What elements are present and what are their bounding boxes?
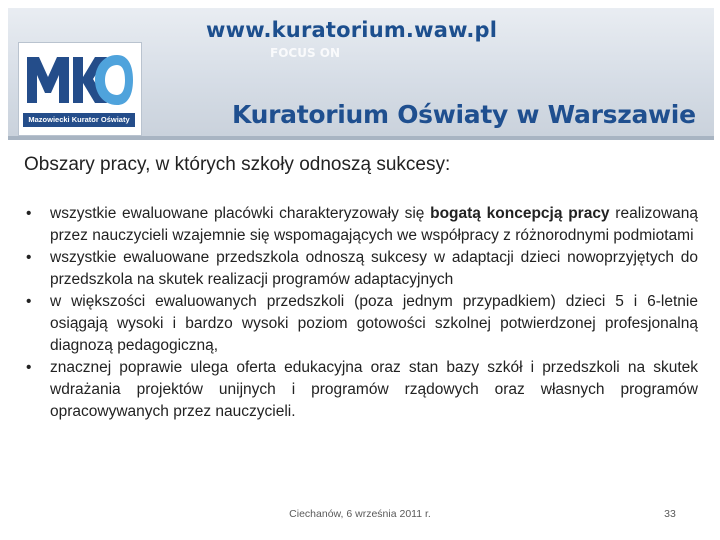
bullet-icon: • xyxy=(26,293,32,310)
list-item xyxy=(26,357,698,423)
banner-divider xyxy=(8,136,714,140)
footer-location-date: Ciechanów, 6 września 2011 r. xyxy=(289,508,431,520)
bullet-text: w większości ewaluowanych przedszkoli (poza jednym przypadkiem) dzieci 5 i 6-letnie osiągają wysoki i bardzo wysoki poziom gotowości szkolnej potwierdzonej profesjonalną diagnozą pedagogiczną, xyxy=(50,293,698,354)
bullet-text: znacznej poprawie ulega oferta edukacyjna oraz stan bazy szkół i przedszkoli na skutek wdrażania projektów unijnych i programów rządowych oraz własnych programów opracowywanych przez nauczycieli. xyxy=(50,359,698,420)
bullet-text-start: wszystkie ewaluowane placówki charakteryzowały się xyxy=(50,205,431,222)
slide-heading: Obszary pracy, w których szkoły odnoszą sukcesy: xyxy=(24,154,451,175)
mko-logo-mark xyxy=(23,47,135,111)
page-number: 33 xyxy=(664,508,676,520)
website-url: www.kuratorium.waw.pl xyxy=(206,18,498,42)
bullet-icon: • xyxy=(26,205,32,222)
list-item xyxy=(26,203,698,247)
mko-logo xyxy=(18,42,142,136)
bullet-text-bold: bogatą koncepcją pracy xyxy=(430,205,610,222)
list-item xyxy=(26,247,698,291)
list-item xyxy=(26,291,698,357)
logo-caption: Mazowiecki Kurator Oświaty xyxy=(23,113,135,127)
header-banner xyxy=(8,8,714,140)
bullet-icon: • xyxy=(26,359,32,376)
bullet-text: wszystkie ewaluowane przedszkola odnoszą sukcesy w adaptacji dzieci nowoprzyjętych do przedszkola na skutek realizacji programów adaptacyjnych xyxy=(50,249,698,288)
bullet-text-end: realizowaną przez nauczycieli wzajemnie się wspomagających we współpracy z różnorodnymi podmiotami xyxy=(50,205,699,244)
banner-title: Kuratorium Oświaty w Warszawie xyxy=(232,100,696,129)
bullet-list xyxy=(26,203,698,423)
bullet-icon: • xyxy=(26,249,32,266)
banner-ghost-text: FOCUS ON xyxy=(270,46,341,60)
